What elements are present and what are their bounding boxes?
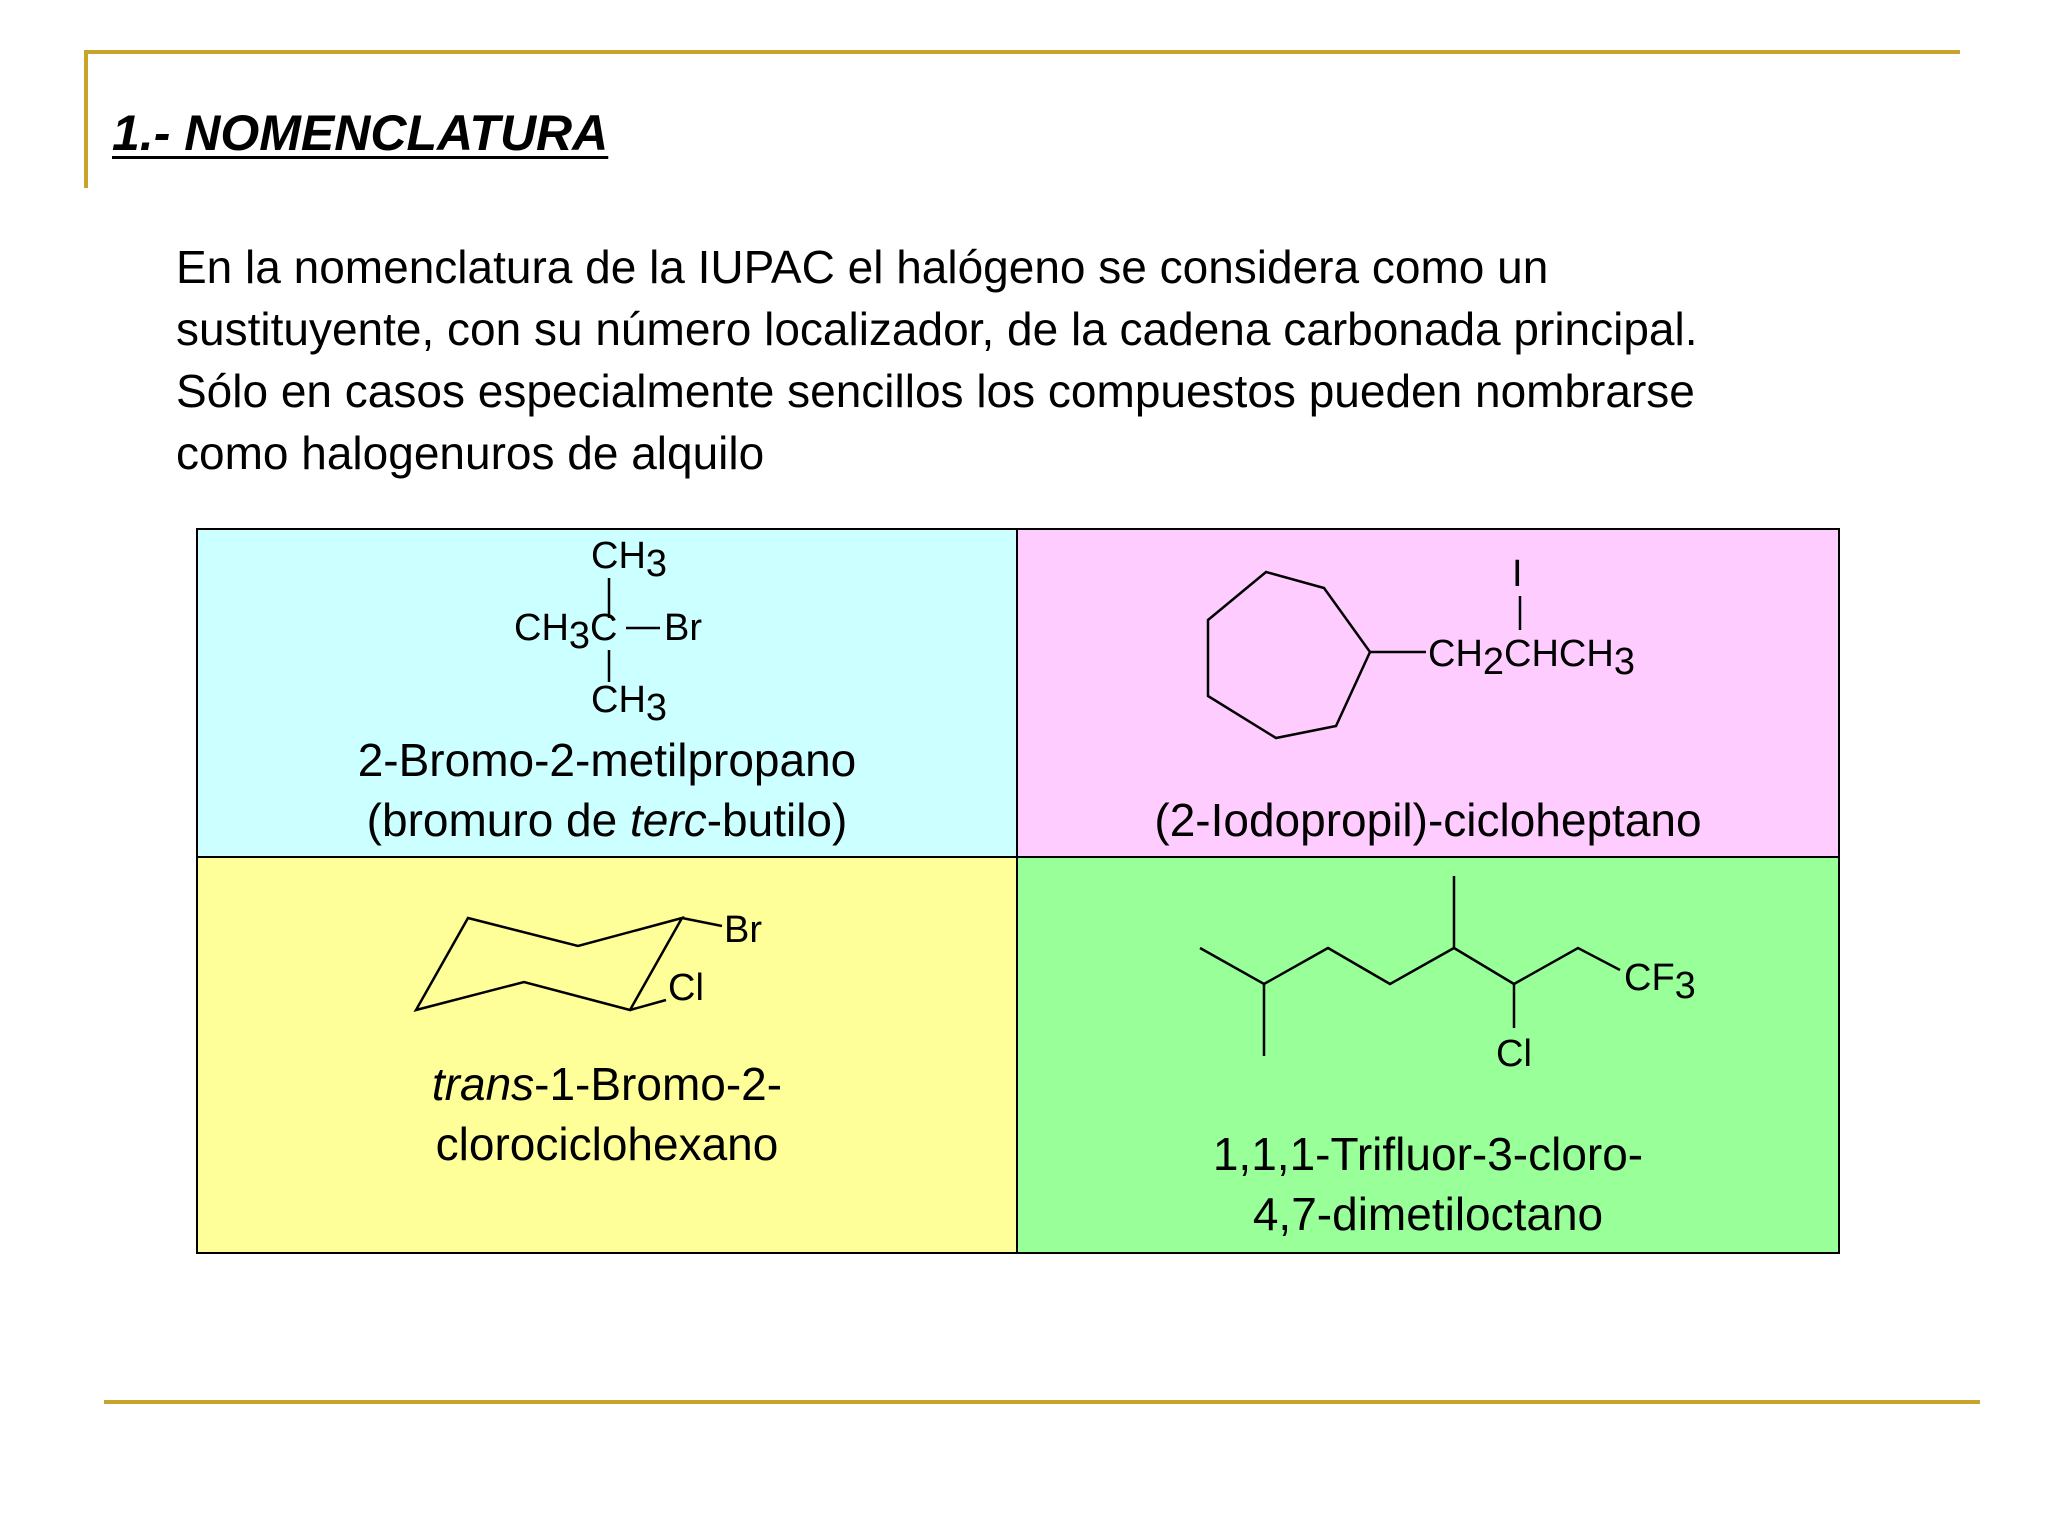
intro-paragraph xyxy=(176,236,1916,484)
name-line xyxy=(198,1054,1016,1114)
name-line: 1,1,1-Trifluor-3-cloro- xyxy=(1212,1128,1644,1180)
frame-top-rule xyxy=(84,50,1960,54)
bond xyxy=(682,918,722,926)
label-br: Br xyxy=(664,607,702,649)
slide-title: 1.- NOMENCLATURA xyxy=(112,105,609,161)
frame-left-rule xyxy=(84,50,88,188)
label-br: Br xyxy=(724,909,762,951)
subscript: 3 xyxy=(1674,965,1696,1007)
compound-name xyxy=(198,730,1016,850)
name-line: 2-Bromo-2-metilpropano xyxy=(357,734,857,786)
intro-line: como halogenuros de alquilo xyxy=(176,427,765,479)
label-cl: Cl xyxy=(668,967,704,1009)
name-text: -1-Bromo-2- xyxy=(534,1058,783,1110)
compound-cell-iodopropil-cicloheptano xyxy=(1018,528,1840,858)
subscript: 3 xyxy=(568,615,591,657)
label-chain: CH2CHCH3 xyxy=(1428,633,1635,683)
label-cf3: CF3 xyxy=(1624,957,1696,1007)
carbon-chain xyxy=(1200,948,1620,984)
name-line: clorociclohexano xyxy=(435,1118,779,1170)
intro-line: Sólo en casos especialmente sencillos los compuestos pueden nombrarse xyxy=(176,365,1695,417)
name-line xyxy=(198,790,1016,850)
name-line: (2-Iodopropil)-cicloheptano xyxy=(1154,794,1702,846)
label-ch3-bottom: CH3 xyxy=(591,679,668,729)
cycloheptane-ring xyxy=(1208,572,1370,738)
label-iodine: I xyxy=(1512,553,1523,595)
name-text: -butilo) xyxy=(706,794,848,846)
subscript: 3 xyxy=(645,543,668,585)
subscript: 2 xyxy=(1482,641,1505,683)
name-italic: trans xyxy=(431,1058,535,1110)
subscript: 3 xyxy=(1613,641,1635,683)
compound-cell-bromo-clorociclohexano xyxy=(196,858,1018,1254)
intro-line: En la nomenclatura de la IUPAC el halógeno se considera como un xyxy=(176,241,1549,293)
name-text: (bromuro de xyxy=(366,794,631,846)
compound-cell-trifluor-cloro-dimetiloctano xyxy=(1018,858,1840,1254)
frame-bottom-rule xyxy=(104,1400,1980,1404)
label-chchch3: CHCH xyxy=(1504,633,1614,675)
name-line: 4,7-dimetiloctano xyxy=(1252,1188,1604,1240)
label-c: C xyxy=(590,607,618,649)
compound-name xyxy=(1018,790,1838,850)
label-ch3c: CH3C xyxy=(514,607,618,657)
subscript: 3 xyxy=(645,687,668,729)
label-cl: Cl xyxy=(1496,1033,1532,1075)
cyclohexane-chair xyxy=(416,918,682,1010)
compound-table xyxy=(196,528,1840,1254)
name-italic: terc xyxy=(630,794,707,846)
compound-name xyxy=(1018,1124,1838,1244)
compound-cell-bromo-metilpropano xyxy=(196,528,1018,858)
compound-name xyxy=(198,1054,1016,1174)
intro-line: sustituyente, con su número localizador, de la cadena carbonada principal. xyxy=(176,303,1698,355)
label-ch3-top: CH3 xyxy=(591,535,668,585)
